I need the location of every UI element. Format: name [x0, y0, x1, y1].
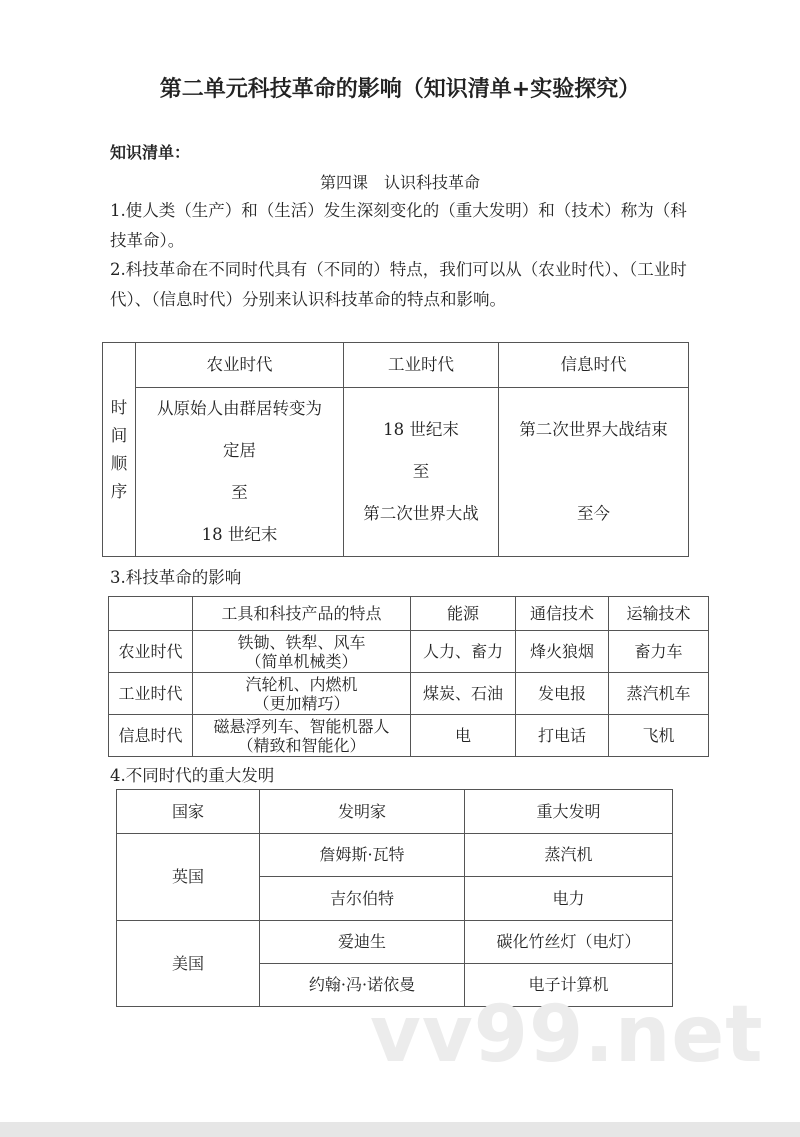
header-cell: 工具和科技产品的特点	[193, 597, 411, 631]
inventor-cell: 吉尔伯特	[260, 877, 465, 921]
invention-cell: 碳化竹丝灯（电灯）	[465, 921, 673, 964]
tools-cell: 铁锄、铁犁、风车 （简单机械类）	[193, 631, 411, 673]
trans-cell: 蒸汽机车	[609, 673, 709, 715]
paragraph-1: 1.使人类（生产）和（生活）发生深刻变化的（重大发明）和（技术）称为（科技革命）。	[110, 201, 687, 250]
section-heading: 知识清单：	[110, 143, 191, 162]
info-period: 第二次世界大战结束 至今	[499, 388, 689, 557]
inventor-cell: 约翰·冯·诺依曼	[260, 964, 465, 1007]
header-agri: 农业时代	[136, 343, 344, 388]
header-cell: 发明家	[260, 790, 465, 834]
header-cell: 能源	[411, 597, 516, 631]
side-label: 时 间 顺 序	[103, 343, 136, 557]
comm-cell: 发电报	[516, 673, 609, 715]
table-row	[109, 715, 709, 757]
paragraph-4: 4.不同时代的重大发明	[110, 766, 275, 785]
trans-cell: 畜力车	[609, 631, 709, 673]
impact-table	[108, 596, 709, 757]
agri-period: 从原始人由群居转变为 定居 至 18 世纪末	[136, 388, 344, 557]
trans-cell: 飞机	[609, 715, 709, 757]
table-row	[109, 631, 709, 673]
comm-cell: 打电话	[516, 715, 609, 757]
energy-cell: 人力、畜力	[411, 631, 516, 673]
tools-cell: 磁悬浮列车、智能机器人 （精致和智能化）	[193, 715, 411, 757]
table-row	[109, 673, 709, 715]
header-cell: 运输技术	[609, 597, 709, 631]
header-cell: 通信技术	[516, 597, 609, 631]
page-bottom-edge	[0, 1122, 800, 1137]
header-cell	[109, 597, 193, 631]
header-cell: 国家	[117, 790, 260, 834]
lesson-heading: 第四课 认识科技革命	[319, 173, 480, 192]
invention-cell: 蒸汽机	[465, 834, 673, 877]
inventions-table	[116, 789, 673, 1007]
paragraph-2: 2.科技革命在不同时代具有（不同的）特点，我们可以从（农业时代）、（工业时代）、（信息时代）分别来认识科技革命的特点和影响。	[110, 260, 687, 309]
paragraph-3: 3.科技革命的影响	[110, 568, 242, 587]
header-cell: 重大发明	[465, 790, 673, 834]
energy-cell: 电	[411, 715, 516, 757]
watermark: vv99.net	[370, 990, 764, 1080]
invention-cell: 电子计算机	[465, 964, 673, 1007]
era-timeline-table	[102, 342, 689, 557]
inventor-cell: 詹姆斯·瓦特	[260, 834, 465, 877]
comm-cell: 烽火狼烟	[516, 631, 609, 673]
tools-cell: 汽轮机、内燃机 （更加精巧）	[193, 673, 411, 715]
country-cell: 英国	[117, 834, 260, 921]
era-cell: 工业时代	[109, 673, 193, 715]
energy-cell: 煤炭、石油	[411, 673, 516, 715]
era-cell: 信息时代	[109, 715, 193, 757]
ind-period: 18 世纪末 至 第二次世界大战	[344, 388, 499, 557]
inventor-cell: 爱迪生	[260, 921, 465, 964]
era-cell: 农业时代	[109, 631, 193, 673]
header-ind: 工业时代	[344, 343, 499, 388]
header-info: 信息时代	[499, 343, 689, 388]
invention-cell: 电力	[465, 877, 673, 921]
page-title: 第二单元科技革命的影响（知识清单+实验探究）	[159, 77, 641, 102]
country-cell: 美国	[117, 921, 260, 1007]
